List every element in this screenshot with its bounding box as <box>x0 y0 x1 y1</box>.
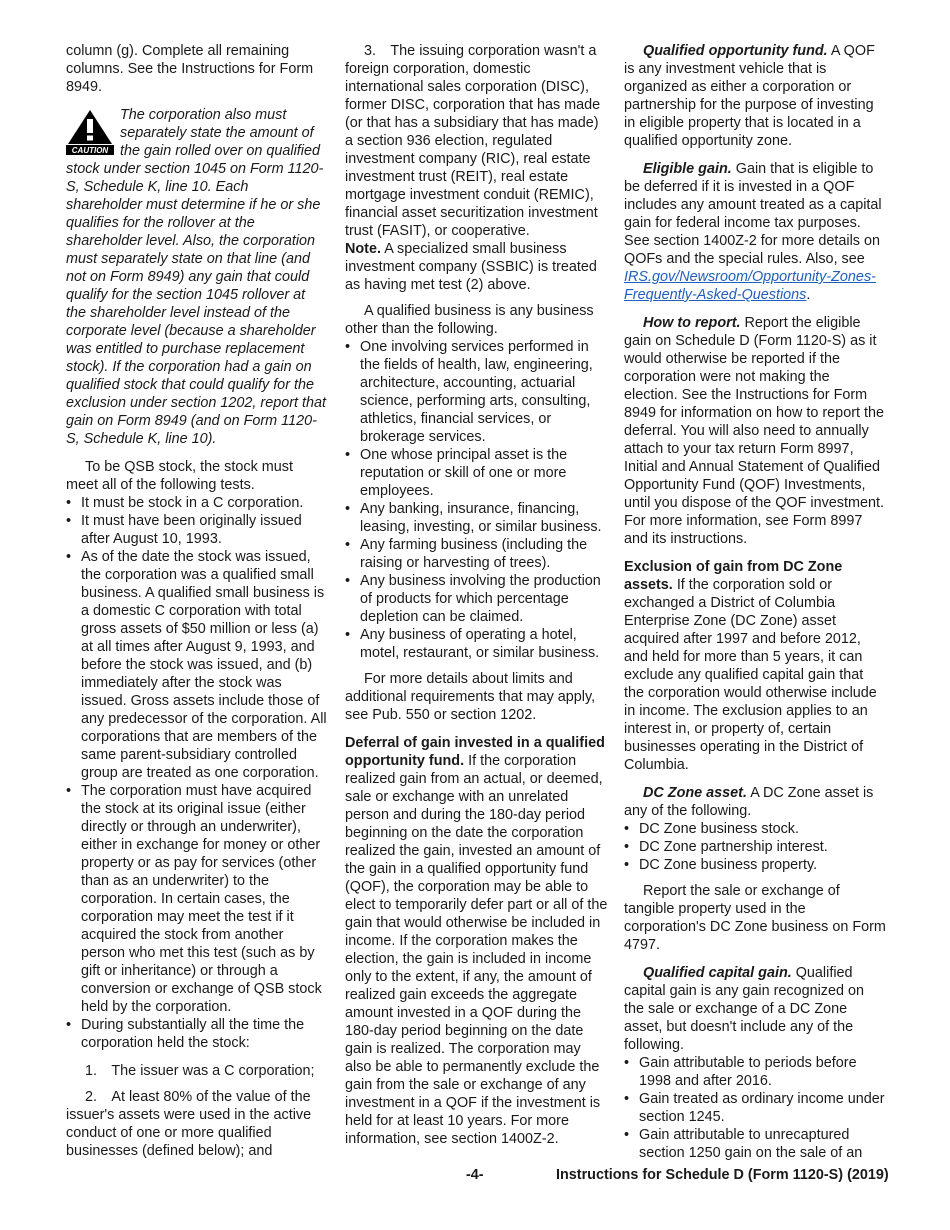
definition-heading: Qualified opportunity fund. <box>643 43 828 59</box>
bullet-item: • During substantially all the time the corporation held the stock: <box>66 1016 328 1052</box>
paragraph: For more details about limits and additional requirements that may apply, see Pub. 550 or section 1202. <box>345 671 596 723</box>
paragraph: To be QSB stock, the stock must meet all of the following tests. <box>66 459 293 493</box>
definition-heading: How to report. <box>643 315 741 331</box>
bullet-item: • As of the date the stock was issued, the corporation was a qualified small business. A qualified small business is a domestic C corporation with total gross assets of $50 million or less (a) at all times after August 9, 1993, and before the stock was issued, and (b) immediately after the stock was issued. Gross assets include those of any predecessor of the corporation. All corporations that are members of the same parent-subsidiary controlled group are treated as one corporation. <box>66 548 328 782</box>
definition-paragraph: Eligible gain. Gain that is eligible to be deferred if it is invested in a QOF includes any amount treated as a capital gain for federal income tax purposes. See section 1400Z-2 for more details on QOFs and the special rules. Also, see IRS.gov/Newsroom/Opportunity-Zones-Frequently-Asked-Questions. <box>624 161 882 303</box>
note-label: Note. <box>345 241 381 257</box>
definition-text: Qualified capital gain is any gain recognized on the sale or exchange of a DC Zone asset, but doesn't include any of the following. <box>624 965 865 1053</box>
faq-link[interactable]: IRS.gov/Newsroom/Opportunity-Zones-Frequently-Asked-Questions <box>624 269 876 303</box>
definition-text: Report the eligible gain on Schedule D (Form 1120-S) as it would otherwise be reported if the corporation were not making the election. See the Instructions for Form 8949 for information on how to report the deferral. You will also need to annually attach to your tax return Form 8997, Initial and Annual Statement of Qualified Opportunity Fund (QOF) Investments, until you dispose of the QOF investment. For more information, see Form 8997 and its instructions. <box>624 315 884 547</box>
bullet-item: • Any farming business (including the raising or harvesting of trees). <box>345 536 609 572</box>
definition-text: Gain that is eligible to be deferred if it is invested in a QOF includes any amount treated as a capital gain for federal income tax purposes. See section 1400Z-2 for more details on QOFs and the special rules. Also, see <box>624 161 882 267</box>
caution-text: The corporation also must separately state the amount of the gain rolled over on qualified stock under section 1045 on Form 1120-S, Schedule K, line 10. Each shareholder must determine if he or she qualifies for the rollover at the shareholder level. Also, the corporation must separately state on that line (and not on Form 8949) any gain that could qualify for the section 1045 rollover at the shareholder level instead of the corporate level (because a shareholder was entitled to purchase replacement stock). If the corporation had a gain on qualified stock that could qualify for the exclusion under section 1202, report that gain on Form 8949 (and on Form 1120-S, Schedule K, line 10). <box>66 107 326 447</box>
section-text: If the corporation realized gain from an actual, or deemed, sale or exchange with an unrelated person and during the 180-day period beginning on the date the corporation realized the gain, invested an amount of the gain in a qualified opportunity fund (QOF), the corporation may be able to elect to temporarily defer part or all of the gain that would otherwise be included in income. If the corporation makes the election, the gain is included in income only to the extent, if any, the amount of realized gain exceeds the aggregate amount invested in a QOF during the 180-day period beginning on the date gain is realized. The corporation may also be able to permanently exclude the gain from the sale or exchange of any investment in a QOF if the investment is held for at least 10 years. For more information, see section 1400Z-2. <box>345 753 608 1147</box>
page-number: -4- <box>466 1167 484 1183</box>
bullet-item: • It must be stock in a C corporation. <box>66 494 328 512</box>
caution-warning-icon <box>66 109 114 155</box>
definition-paragraph <box>624 964 886 1054</box>
column-3 <box>624 42 886 1162</box>
section-paragraph <box>345 734 609 1148</box>
definition-paragraph <box>624 42 886 150</box>
paragraph: Report the sale or exchange of tangible property used in the corporation's DC Zone business on Form 4797. <box>624 883 886 953</box>
bullet-item: • One whose principal asset is the reputation or skill of one or more employees. <box>345 446 609 500</box>
bullet-item: • Any business involving the production of products for which percentage depletion can be claimed. <box>345 572 609 626</box>
note-paragraph <box>345 240 609 294</box>
definition-heading: DC Zone asset. <box>643 785 747 801</box>
bullet-item: • DC Zone business property. <box>624 856 886 874</box>
section-heading: Deferral of gain invested in a qualified opportunity fund. <box>345 735 605 769</box>
paragraph: column (g). Complete all remaining columns. See the Instructions for Form 8949. <box>66 43 314 95</box>
bullet-item: • The corporation must have acquired the stock at its original issue (either directly or through an underwriter), either in exchange for money or other property or as pay for services (other than as an underwriter) to the corporation. In certain cases, the corporation may meet the test if it acquired the stock from another person who met this test (such as by gift or inheritance) or through a conversion or exchange of QSB stock held by the corporation. <box>66 782 328 1016</box>
definition-heading: Qualified capital gain. <box>643 965 792 981</box>
document-title: Instructions for Schedule D (Form 1120-S) (2019) <box>556 1167 889 1183</box>
caution-block <box>66 106 328 448</box>
numbered-item: 1. The issuer was a C corporation; <box>85 1063 315 1079</box>
section-heading: Exclusion of gain from DC Zone assets. <box>624 559 843 593</box>
numbered-item: 2. At least 80% of the value of the issuer's assets were used in the active conduct of one or more qualified businesses (defined below); and <box>66 1089 312 1159</box>
definition-paragraph <box>624 314 886 548</box>
note-text: A specialized small business investment company (SSBIC) is treated as having met test (2) above. <box>345 241 597 293</box>
bullet-item: • Gain attributable to periods before 1998 and after 2016. <box>624 1054 886 1090</box>
section-text: If the corporation sold or exchanged a District of Columbia Enterprise Zone (DC Zone) asset acquired after 1997 and before 2012, and held for more than 5 years, it can exclude any qualified capital gain that the corporation would otherwise include in income. The exclusion applies to an interest in, or property of, certain businesses operating in the District of Columbia. <box>624 577 877 773</box>
bullet-item: • DC Zone partnership interest. <box>624 838 886 856</box>
bullet-item: • Any banking, insurance, financing, leasing, investing, or similar business. <box>345 500 609 536</box>
definition-paragraph <box>624 784 886 820</box>
definition-text: A QOF is any investment vehicle that is organized as either a corporation or partnership for the purpose of investing in eligible property that is located in a qualified opportunity zone. <box>624 43 875 149</box>
bullet-item: • DC Zone business stock. <box>624 820 886 838</box>
section-paragraph <box>624 558 886 774</box>
column-2 <box>345 42 609 1148</box>
bullet-item: • Any business of operating a hotel, motel, restaurant, or similar business. <box>345 626 609 662</box>
bullet-item: • Gain attributable to unrecaptured section 1250 gain on the sale of an <box>624 1126 886 1162</box>
paragraph: A qualified business is any business other than the following. <box>345 303 594 337</box>
bullet-item: • One involving services performed in the fields of health, law, engineering, architecture, accounting, actuarial science, performing arts, consulting, athletics, financial services, or brokerage services. <box>345 338 609 446</box>
definition-heading: Eligible gain. <box>643 161 732 177</box>
column-1 <box>66 42 328 1160</box>
numbered-item: 3. The issuing corporation wasn't a foreign corporation, domestic international sales corporation (DISC), former DISC, corporation that has made (or that has a subsidiary that has made) a section 936 election, regulated investment company (RIC), real estate investment trust (REIT), real estate mortgage investment conduit (REMIC), financial asset securitization investment trust (FASIT), or cooperative. <box>345 43 601 239</box>
caution-label: CAUTION <box>71 146 109 155</box>
bullet-item: • Gain treated as ordinary income under section 1245. <box>624 1090 886 1126</box>
bullet-item: • It must have been originally issued after August 10, 1993. <box>66 512 328 548</box>
definition-text: A DC Zone asset is any of the following. <box>624 785 874 819</box>
